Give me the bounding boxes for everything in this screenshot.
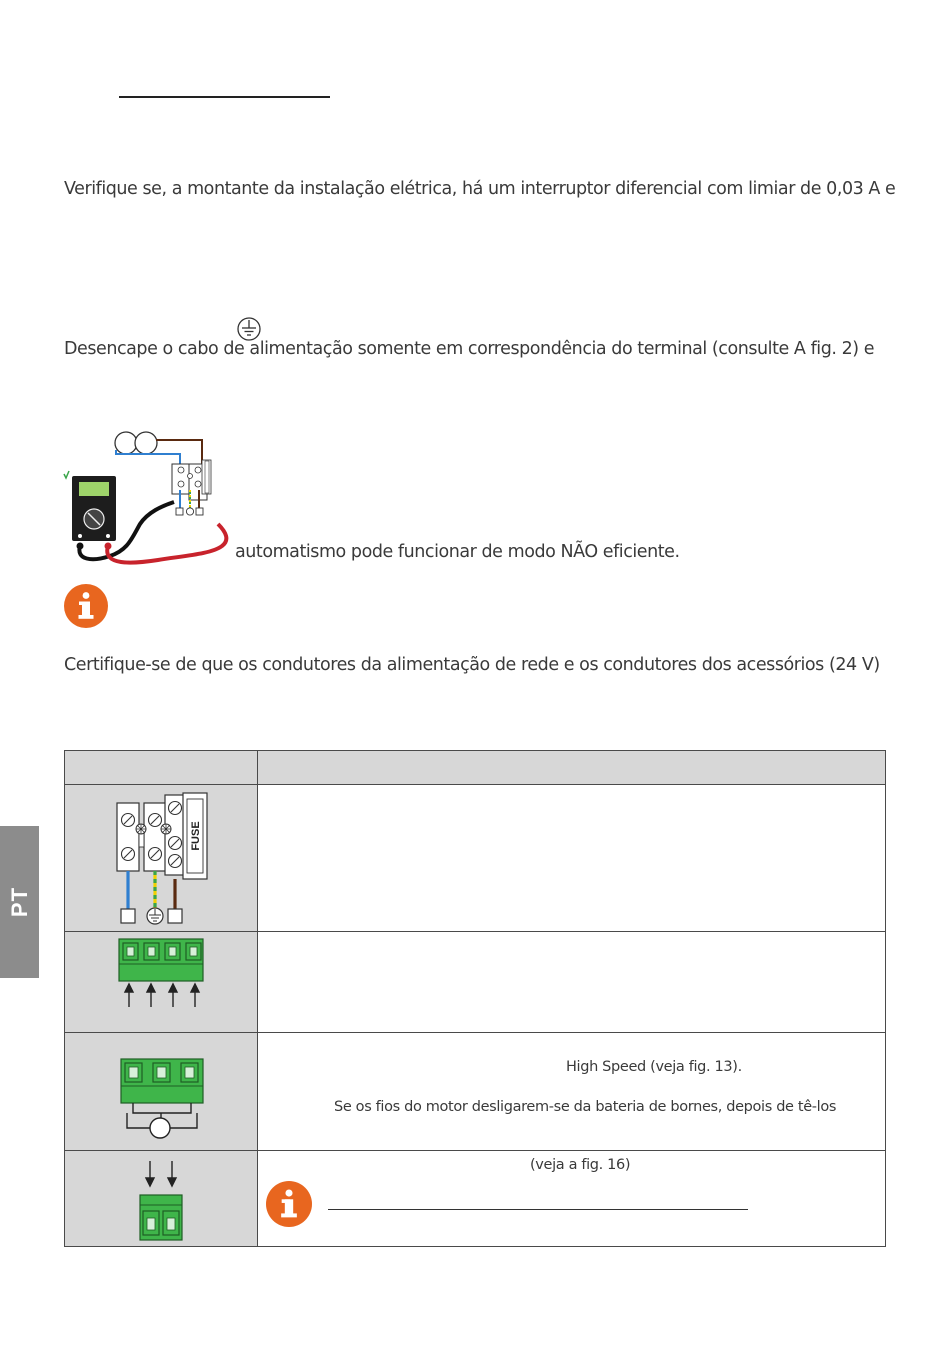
- section-title-rule: [119, 96, 330, 98]
- info-icon: [64, 584, 108, 628]
- note-rule: [328, 1209, 748, 1210]
- info-icon: [266, 1181, 312, 1227]
- header-cell-description: [258, 751, 886, 785]
- paragraph-conductors-separation: Certifique-se de que os condutores da alimentação de rede e os condutores dos acessórios (24 V): [64, 655, 880, 675]
- language-tab: [0, 826, 39, 978]
- multimeter-wiring-figure: [62, 428, 237, 570]
- motor-icon: [150, 1118, 170, 1138]
- row-description-cell: [258, 1033, 886, 1151]
- header-cell-icon: [65, 751, 258, 785]
- row-icon-cell: [65, 785, 258, 932]
- table-header-row: [65, 751, 886, 785]
- row-description-cell: [258, 785, 886, 932]
- table-row: [65, 1033, 886, 1151]
- language-tab-label: PT: [6, 886, 32, 918]
- fuse-label: FUSE: [190, 821, 202, 851]
- row-icon-cell: [65, 1151, 258, 1247]
- paragraph-differential-switch: Verifique se, a montante da instalação elétrica, há um interruptor diferencial com limiar de 0,03 A e: [64, 179, 896, 199]
- row-description-cell: [258, 932, 886, 1033]
- transformer-coil-icon: [115, 432, 137, 454]
- green-2-pin-connector-icon: [137, 1159, 185, 1243]
- table-row: [65, 1151, 886, 1247]
- table-row: [65, 932, 886, 1033]
- high-speed-text: High Speed (veja fig. 13).: [566, 1059, 742, 1075]
- motor-wires-text: Se os fios do motor desligarem-se da bateria de bornes, depois de tê-los: [334, 1099, 837, 1115]
- mains-terminal-block-icon: [115, 791, 211, 927]
- paragraph-strip-cable: Desencape o cabo de alimentação somente em correspondência do terminal (consulte A fig. 2) e: [64, 339, 875, 359]
- row-icon-cell: [65, 932, 258, 1033]
- table-row: [65, 785, 886, 932]
- row-icon-cell: [65, 1033, 258, 1151]
- paragraph-automation-warning: automatismo pode funcionar de modo NÃO eficiente.: [235, 542, 680, 562]
- see-fig-16-text: (veja a fig. 16): [530, 1157, 631, 1173]
- green-4-pin-connector-icon: [117, 937, 207, 1009]
- row-description-cell: [258, 1151, 886, 1247]
- connection-table: [64, 750, 886, 1247]
- green-3-pin-motor-connector-icon: [119, 1057, 207, 1143]
